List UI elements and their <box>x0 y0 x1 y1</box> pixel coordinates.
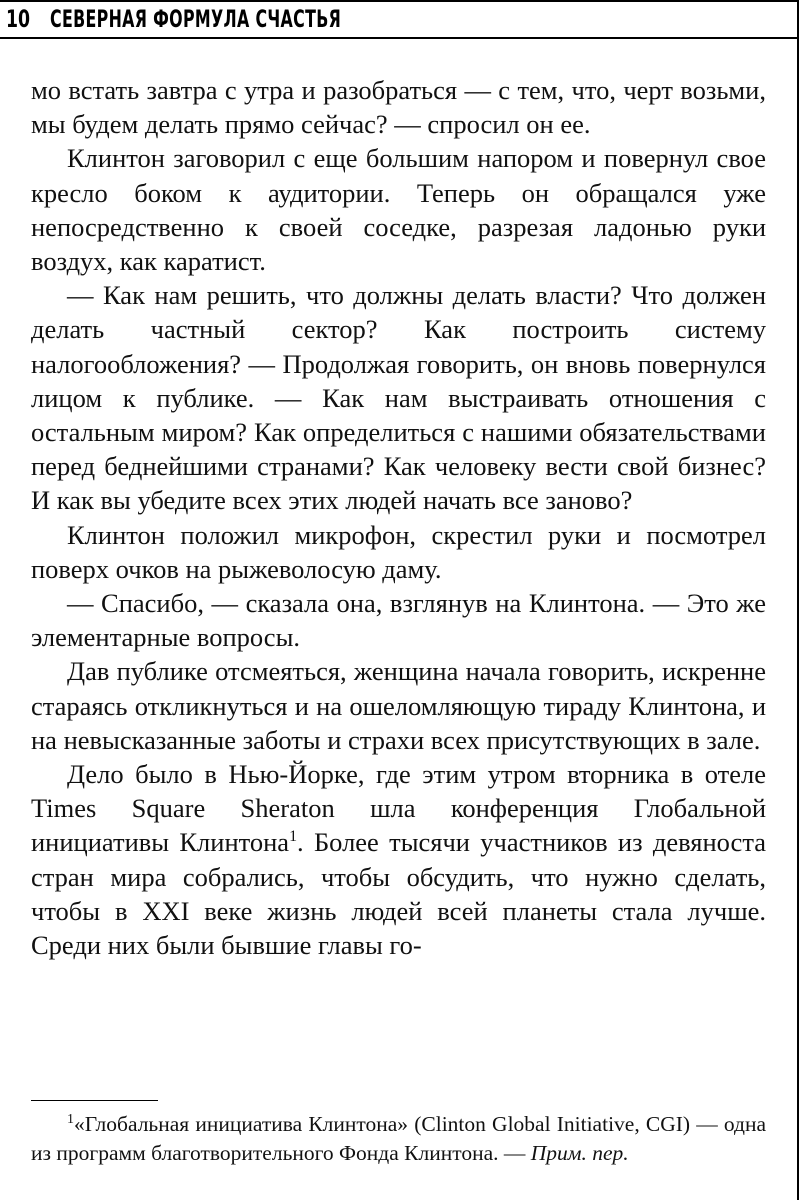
page-border-top <box>0 0 799 2</box>
paragraph: Дав публике отсмеяться, женщина начала говорить, искренне стараясь откликнуться и на ошеломляющую тираду Клинтона, и на невысказанные заботы и страхи всех присутствующих в зале. <box>31 656 766 755</box>
paragraph: Клинтон заговорил с еще большим напором и повернул свое кресло боком к аудитории. Теперь он обращался уже непосредственно к своей соседке, разрезая ладонью руки воздух, как каратист. <box>31 143 766 277</box>
paragraph: — Как нам решить, что должны делать власти? Что должен делать частный сектор? Как построить систему налогообложения? — Продолжая говорить, он вновь повернулся лицом к публике. — Как нам выстраивать отношения с остальным миром? Как определиться с нашими обязательствами перед беднейшими странами? Как человеку вести свой бизнес? И как вы убедите всех этих людей начать все заново? <box>31 280 766 516</box>
header-rule <box>0 37 799 39</box>
paragraph <box>31 757 766 962</box>
paragraph-text: . Более тысячи участников из девяноста стран мира собрались, чтобы обсудить, что нужно сделать, чтобы в XXI веке жизнь людей всей планеты стала лучше. Среди них были бывшие главы го- <box>31 827 766 961</box>
body-text <box>31 73 766 962</box>
footnote-rule <box>31 1100 158 1101</box>
footnote-number: 1 <box>67 1111 74 1127</box>
translator-note-label: Прим. пер. <box>530 1140 629 1165</box>
paragraph-text: Дело было в Нью-Йорке, где этим утром вторника в отеле Times Square Sheraton шла конференция Глобальной инициативы Клинтона <box>31 759 766 858</box>
running-title: СЕВЕРНАЯ ФОРМУЛА СЧАСТЬЯ <box>50 5 342 33</box>
page-number: 10 <box>6 5 31 33</box>
footnote <box>31 1110 766 1167</box>
footnote-text: «Глобальная инициатива Клинтона» (Clinton Global Initiative, CGI) — одна из программ благотворительного Фонда Клинтона. — <box>31 1112 766 1165</box>
footnote-reference[interactable]: 1 <box>289 828 298 846</box>
paragraph: мо встать завтра с утра и разобраться — с тем, что, черт возьми, мы будем делать прямо сейчас? — спросил он ее. <box>31 75 766 140</box>
paragraph: Клинтон положил микрофон, скрестил руки и посмотрел поверх очков на рыжеволосую даму. <box>31 519 766 584</box>
paragraph: — Спасибо, — сказала она, взглянув на Клинтона. — Это же элементарные вопросы. <box>31 588 766 653</box>
